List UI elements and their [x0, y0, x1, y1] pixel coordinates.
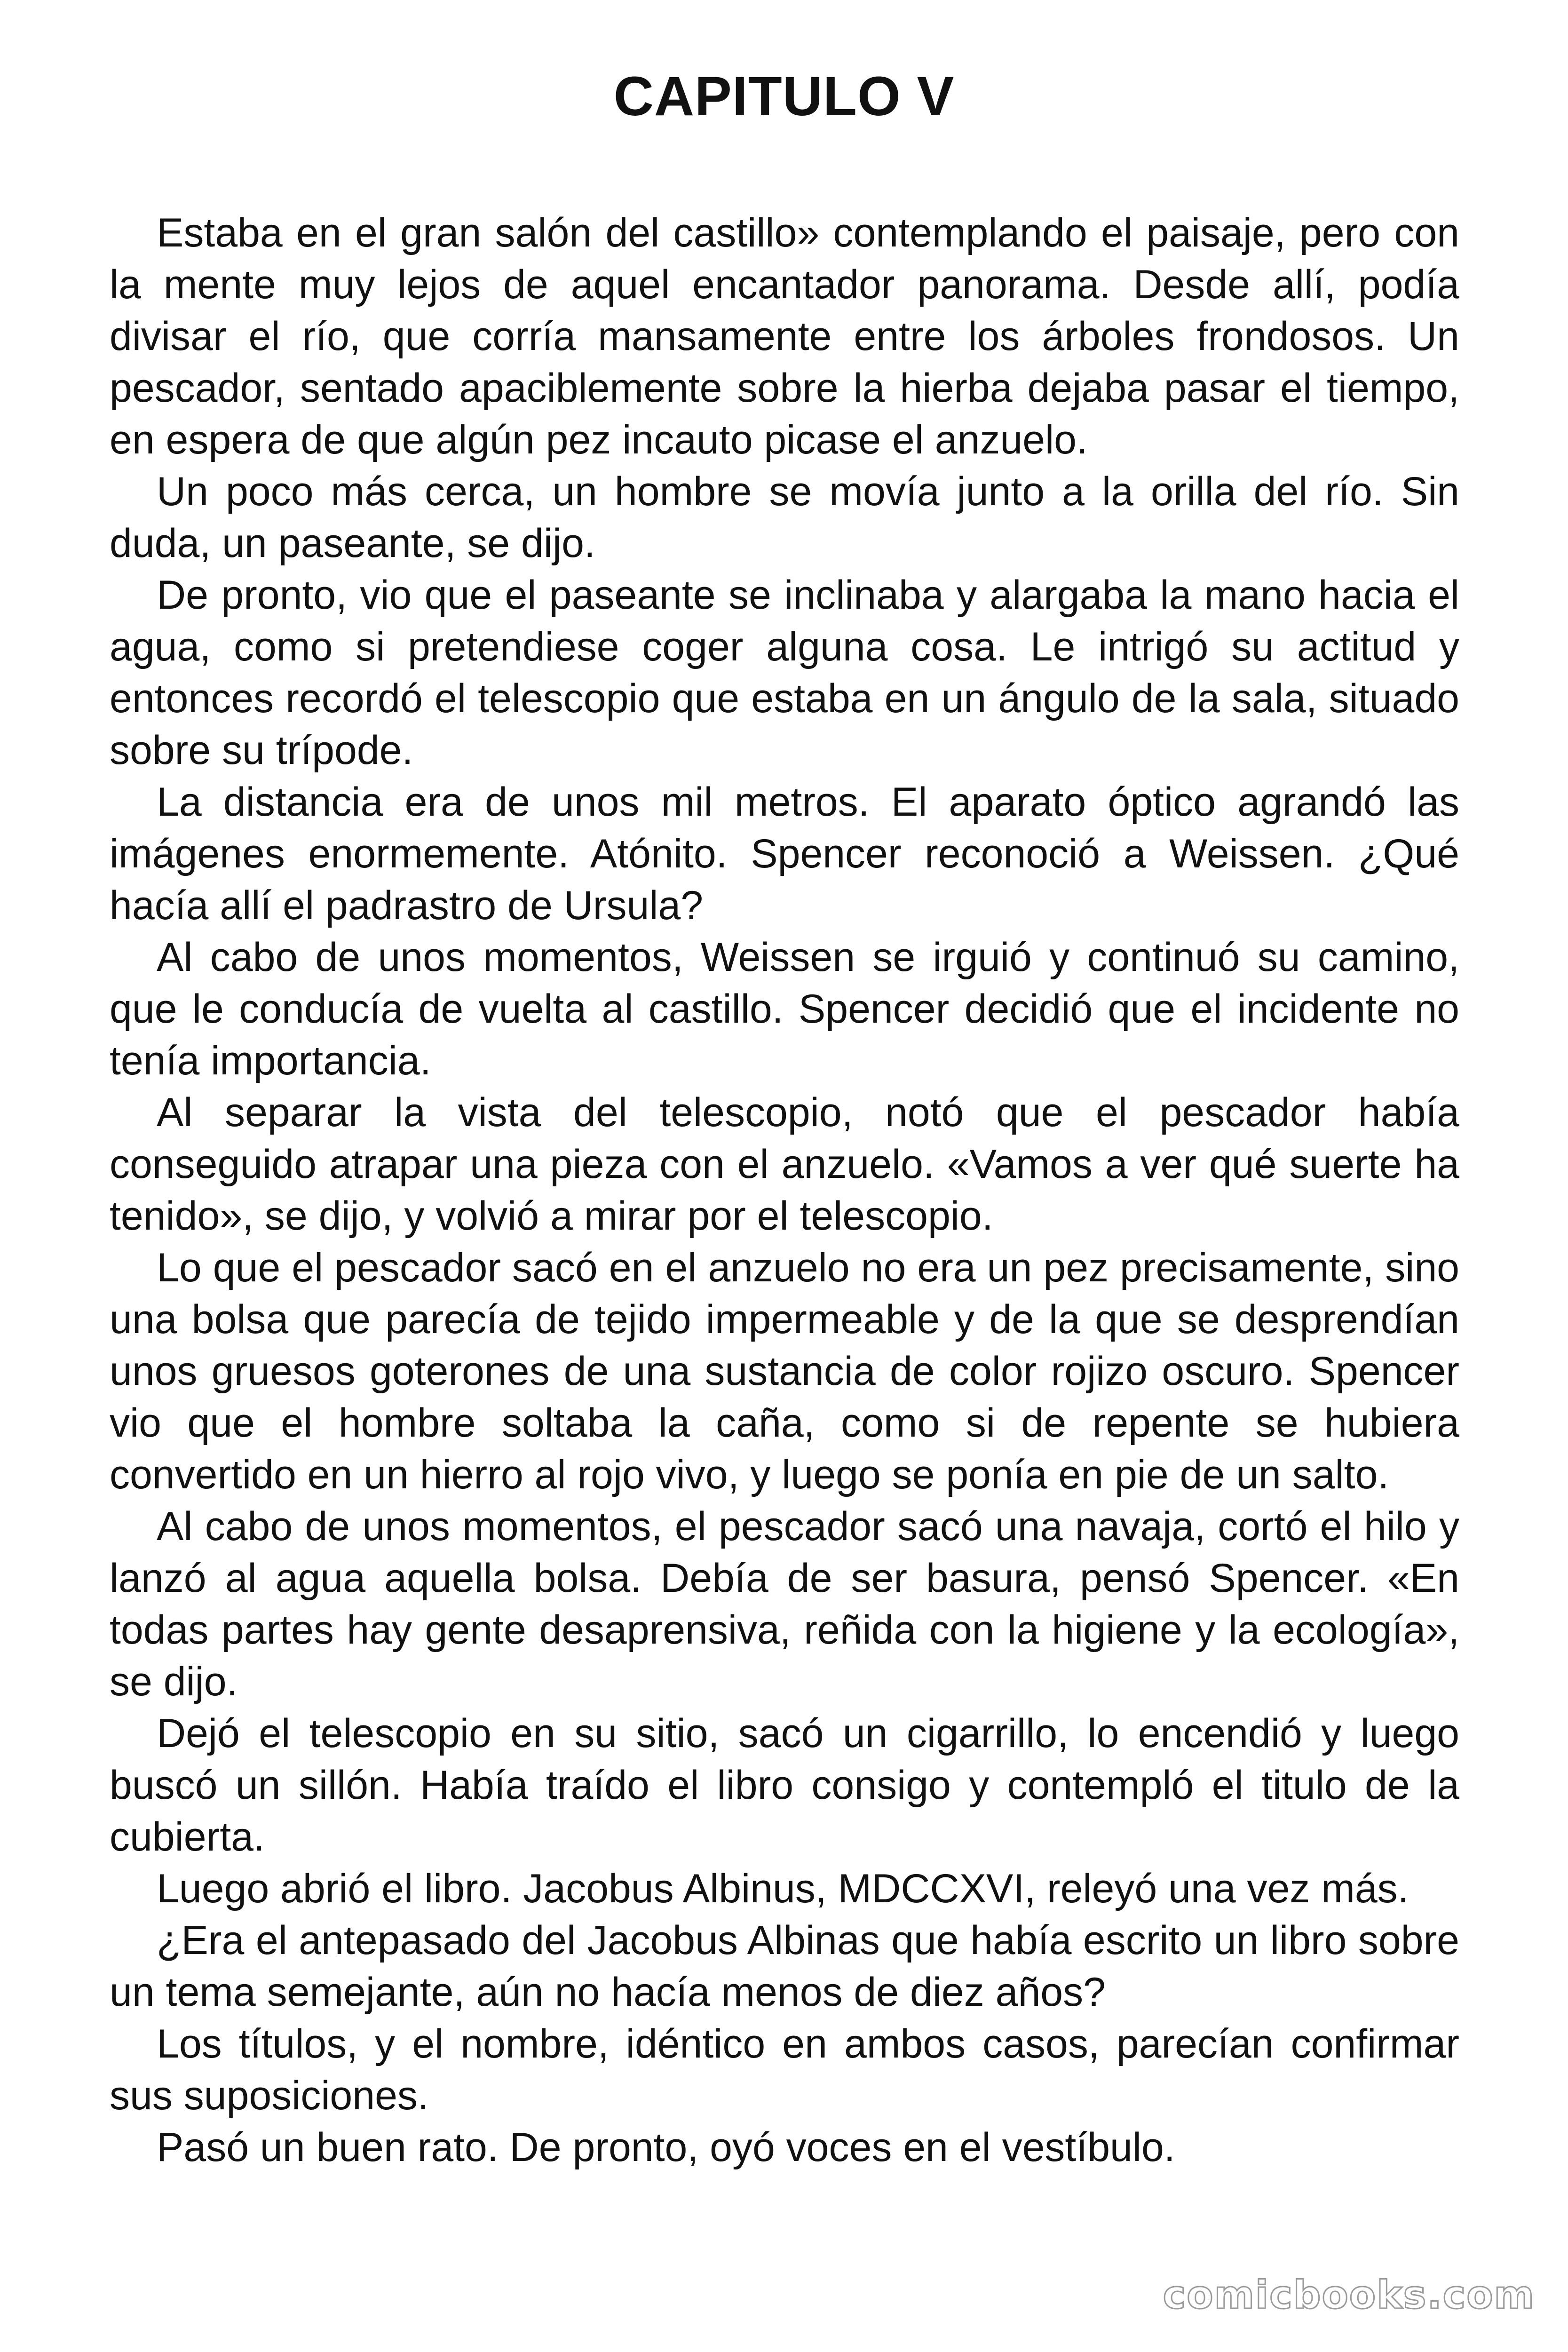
paragraph: De pronto, vio que el paseante se inclinaba y alargaba la mano hacia el agua, como si pretendiese coger alguna cosa. Le intrigó su actitud y entonces recordó el telescopio que estaba en un ángulo de la sala, situado sobre su trípode. [110, 572, 1459, 773]
paragraph: Los títulos, y el nombre, idéntico en ambos casos, parecían confirmar sus suposiciones. [110, 2021, 1459, 2118]
paragraph: Pasó un buen rato. De pronto, oyó voces en el vestíbulo. [157, 2125, 1175, 2170]
paragraph: Al cabo de unos momentos, el pescador sacó una navaja, cortó el hilo y lanzó al agua aquella bolsa. Debía de ser basura, pensó Spencer. «En todas partes hay gente desaprensiva, reñida con la higiene y la ecología», se dijo. [110, 1504, 1459, 1704]
paragraph: Un poco más cerca, un hombre se movía junto a la orilla del río. Sin duda, un paseante, se dijo. [110, 469, 1459, 566]
paragraph: Al cabo de unos momentos, Weissen se irguió y continuó su camino, que le conducía de vuelta al castillo. Spencer decidió que el incidente no tenía importancia. [110, 935, 1459, 1083]
paragraph: Estaba en el gran salón del castillo» contemplando el paisaje, pero con la mente muy lejos de aquel encantador panorama. Desde allí, podía divisar el río, que corría mansamente entre los árboles frondosos. Un pescador, sentado apaciblemente sobre la hierba dejaba pasar el tiempo, en espera de que algún pez incauto picase el anzuelo. [110, 210, 1459, 462]
watermark: comicbooks.com [1163, 2273, 1535, 2318]
paragraph: Luego abrió el libro. Jacobus Albinus, MDCCXVI, releyó una vez más. [157, 1866, 1409, 1911]
paragraph: Dejó el telescopio en su sitio, sacó un cigarrillo, lo encendió y luego buscó un sillón. Había traído el libro consigo y contempló el titulo de la cubierta. [110, 1711, 1459, 1859]
paragraph: La distancia era de unos mil metros. El aparato óptico agrandó las imágenes enormemente. Atónito. Spencer reconoció a Weissen. ¿Qué hacía allí el padrastro de Ursula? [110, 779, 1459, 928]
chapter-body [110, 207, 1459, 2173]
chapter-title: CAPITULO V [613, 65, 955, 127]
paragraph: ¿Era el antepasado del Jacobus Albinas que había escrito un libro sobre un tema semejante, aún no hacía menos de diez años? [110, 1918, 1459, 2015]
paragraph: Lo que el pescador sacó en el anzuelo no era un pez precisamente, sino una bolsa que parecía de tejido impermeable y de la que se desprendían unos gruesos goterones de una sustancia de color rojizo oscuro. Spencer vio que el hombre soltaba la caña, como si de repente se hubiera convertido en un hierro al rojo vivo, y luego se ponía en pie de un salto. [110, 1245, 1459, 1497]
paragraph: Al separar la vista del telescopio, notó que el pescador había conseguido atrapar una pieza con el anzuelo. «Vamos a ver qué suerte ha tenido», se dijo, y volvió a mirar por el telescopio. [110, 1090, 1459, 1239]
